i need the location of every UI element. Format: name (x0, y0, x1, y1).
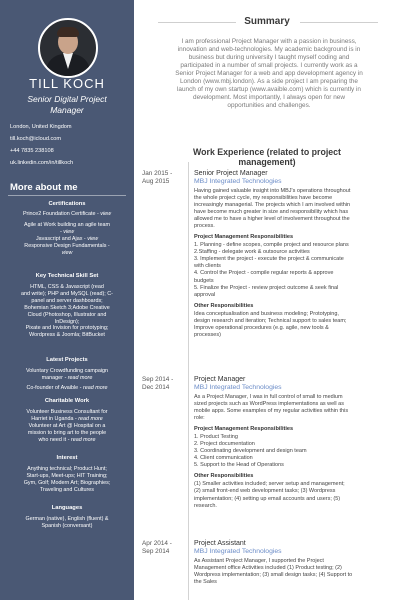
languages-heading: Languages (51, 505, 83, 511)
sidebar (0, 0, 134, 600)
email-link[interactable]: till.koch@icloud.com (10, 136, 62, 142)
responsibilities-list: 1. Product Testing 2. Project documentation 3. Coordinating development and design team 4. Client communication 5. Support to the Head of Operations (194, 433, 307, 469)
profile-photo (38, 18, 98, 78)
read-more-link[interactable]: - read more (73, 415, 103, 422)
linkedin-link[interactable]: uk.linkedin.com/in/tillkoch (10, 160, 74, 166)
main-content (134, 0, 400, 600)
job-title: Senior Project Manager (194, 170, 268, 177)
job-description: Having gained valuable insight into MBJ's operations throughout the whole project cycle, my responsibilities have become increasingly managerial. The projects which I am involved within have become much greater in size and responsibility which has allowed me to have a higher level of involvement throughout the process. (194, 187, 351, 229)
summary-heading: Summary (244, 16, 290, 27)
job-entry (194, 540, 392, 586)
certifications-heading: Certifications (48, 201, 86, 207)
job-entry (194, 376, 392, 510)
timeline-line (188, 162, 189, 600)
location-text: London, United Kingdom (10, 124, 72, 130)
person-name: TILL KOCH (29, 76, 105, 91)
skillset-heading: Key Technical Skill Set (35, 273, 99, 279)
company-link[interactable]: MBJ Integrated Technologies (194, 178, 282, 185)
languages-list: German (native), English (fluent) & Spanish (conversant) (25, 516, 109, 529)
other-responsibilities-heading: Other Responsibilities (194, 473, 254, 480)
interest-list: Anything technical; Product Hunt; Start-ups, Meet-ups; HIT Training; Gym, Golf; Modern Art; Biographies; Traveling and Cultures (23, 466, 111, 493)
divider (300, 22, 378, 23)
view-link[interactable]: view (85, 235, 99, 242)
person-role: Senior Digital Project Manager (27, 94, 107, 115)
read-more-link[interactable]: - read more (78, 384, 108, 391)
interest-heading: Interest (56, 455, 78, 461)
job-title: Project Manager (194, 376, 246, 383)
responsibilities-heading: Project Management Responsibilities (194, 234, 294, 241)
skillset-list: HTML, CSS & Javascript (read and write); PHP and MySQL (read); C- panel and server dashboards; Bohemian Sketch 3;Adobe Creative Cloud (Photoshop, Illustrator and InDesign); Pixate and Invision for prototyping; Wordpress & Joomla; BitBucket (21, 284, 113, 339)
other-responsibilities-list: (1) Smaller activities included; server setup and management; (2) small front-end web development tasks; (3) Wordpress implementation; (4) setting up email accounts and users; (5) research. (194, 481, 345, 509)
charitable-work-list: Volunteer Business Consultant for Harriet in Uganda - read more Volunteer at Art @ Hospital on a mission to bring art to the people who need it - read more (26, 409, 108, 443)
other-responsibilities-list: Idea conceptualisation and business modeling; Prototyping, design research and iteration; Technical support to sales team; Improve operational procedures (e.g. agile, new tools & processes) (194, 310, 347, 339)
work-experience-heading: Work Experience (related to project management) (193, 147, 341, 167)
job-date: Sep 2014 - Dec 2014 (142, 376, 174, 391)
divider (8, 195, 126, 196)
more-about-me-heading: More about me (10, 182, 78, 193)
job-description: As a Project Manager, I was in full control of small to medium sized projects such as WordPress implementations as well as mobile apps. Some examples of my regular activities within this role: (194, 393, 349, 421)
latest-projects-heading: Latest Projects (46, 357, 88, 363)
read-more-link[interactable]: - read more (62, 374, 93, 381)
certifications-list: Prince2 Foundation Certificate - view Agile at Work building an agile team - view Javascript and Ajax - view Responsive Design Fundamentals - view (22, 211, 112, 256)
summary-text: I am professional Project Manager with a passion in business, innovation and web-technologies. My academic background is in business but during university I taught myself coding and participated in a number of small projects. I currently work as a Senior Project Manager for a web and app development agency in London (www.mbj.london). As a side project I am preparing the launch of my own startup (www.avaible.com) which is currently in development. Most importantly, I always open for new opportunities and challenges. (175, 38, 363, 109)
responsibilities-list: 1. Planning - define scopes, compile project and resource plans 2.Staffing - delegate work & outsource activities 3. Implement the project - execute the project & communicate with clients 4. Control the Project - compile regular reports & approve budgets 5. Finalize the Project - review project outcome & seek final approval (194, 242, 349, 298)
job-description: As Assistant Project Manager, I supported the Project Management office Activities included (1) Product testing; (2) Wordpress implementation; (3) small design tasks; (4) Support to the Sales (194, 557, 353, 585)
charitable-work-heading: Charitable Work (44, 398, 90, 404)
company-link[interactable]: MBJ Integrated Technologies (194, 548, 282, 555)
responsibilities-heading: Project Management Responsibilities (194, 425, 294, 432)
job-date: Jan 2015 - Aug 2015 (142, 170, 173, 185)
latest-projects-list: Voluntary Crowdfunding campaign manager - read more Co-founder of Avaible - read more (25, 368, 109, 391)
view-link[interactable]: view (61, 249, 73, 256)
view-link[interactable]: view (98, 211, 112, 217)
view-link[interactable]: - view (59, 228, 75, 235)
job-date: Apr 2014 - Sep 2014 (142, 540, 172, 555)
job-title: Project Assistant (194, 540, 246, 547)
other-responsibilities-heading: Other Responsibilities (194, 302, 254, 309)
company-link[interactable]: MBJ Integrated Technologies (194, 384, 282, 391)
read-more-link[interactable]: - read more (66, 436, 96, 443)
job-entry (194, 170, 392, 339)
phone-text: +44 7835 238108 (10, 148, 54, 154)
